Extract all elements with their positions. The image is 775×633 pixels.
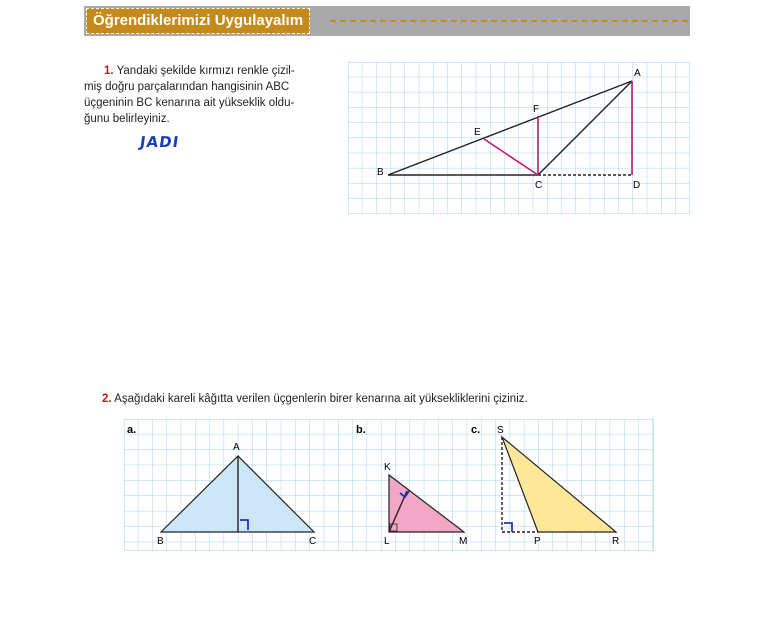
label-c: C <box>535 180 543 191</box>
question-1-line-1: Yandaki şekilde kırmızı renkle çizil- <box>116 65 295 77</box>
label-s: S <box>497 425 504 436</box>
question-1-text <box>84 63 334 127</box>
label-m: M <box>459 536 468 547</box>
part-a-tag: a. <box>127 424 137 436</box>
label-a: A <box>233 442 240 453</box>
handwritten-answer: JADI <box>138 133 181 151</box>
question-1-line-3: üçgeninin BC kenarına ait yükseklik oldu- <box>84 97 295 109</box>
question-1-number: 1. <box>104 65 114 77</box>
label-e: E <box>474 127 481 138</box>
section-title: Öğrendiklerimizi Uygulayalım <box>86 8 310 34</box>
header-dashed-line <box>330 20 688 22</box>
part-c-tag: c. <box>471 424 481 436</box>
question-1-figure <box>348 62 690 214</box>
label-b: B <box>157 536 164 547</box>
question-2-number: 2. <box>102 393 112 405</box>
question-2-figures <box>124 419 654 551</box>
label-c: C <box>309 536 317 547</box>
question-2-text <box>102 391 722 407</box>
question-2-body: Aşağıdaki kareli kâğıtta verilen üçgenlerin birer kenarına ait yüksekliklerini çiziniz. <box>114 393 528 405</box>
grid-paper <box>348 62 690 214</box>
label-d: D <box>633 180 641 191</box>
label-a: A <box>634 68 641 79</box>
label-b: B <box>377 167 384 178</box>
label-r: R <box>612 536 620 547</box>
label-f: F <box>533 104 540 115</box>
label-k: K <box>384 462 391 473</box>
question-1-line-4: ğunu belirleyiniz. <box>84 113 170 125</box>
question-1-line-2: miş doğru parçalarından hangisinin ABC <box>84 81 290 93</box>
label-l: L <box>384 536 390 547</box>
label-p: P <box>534 536 541 547</box>
part-b-tag: b. <box>356 424 366 436</box>
